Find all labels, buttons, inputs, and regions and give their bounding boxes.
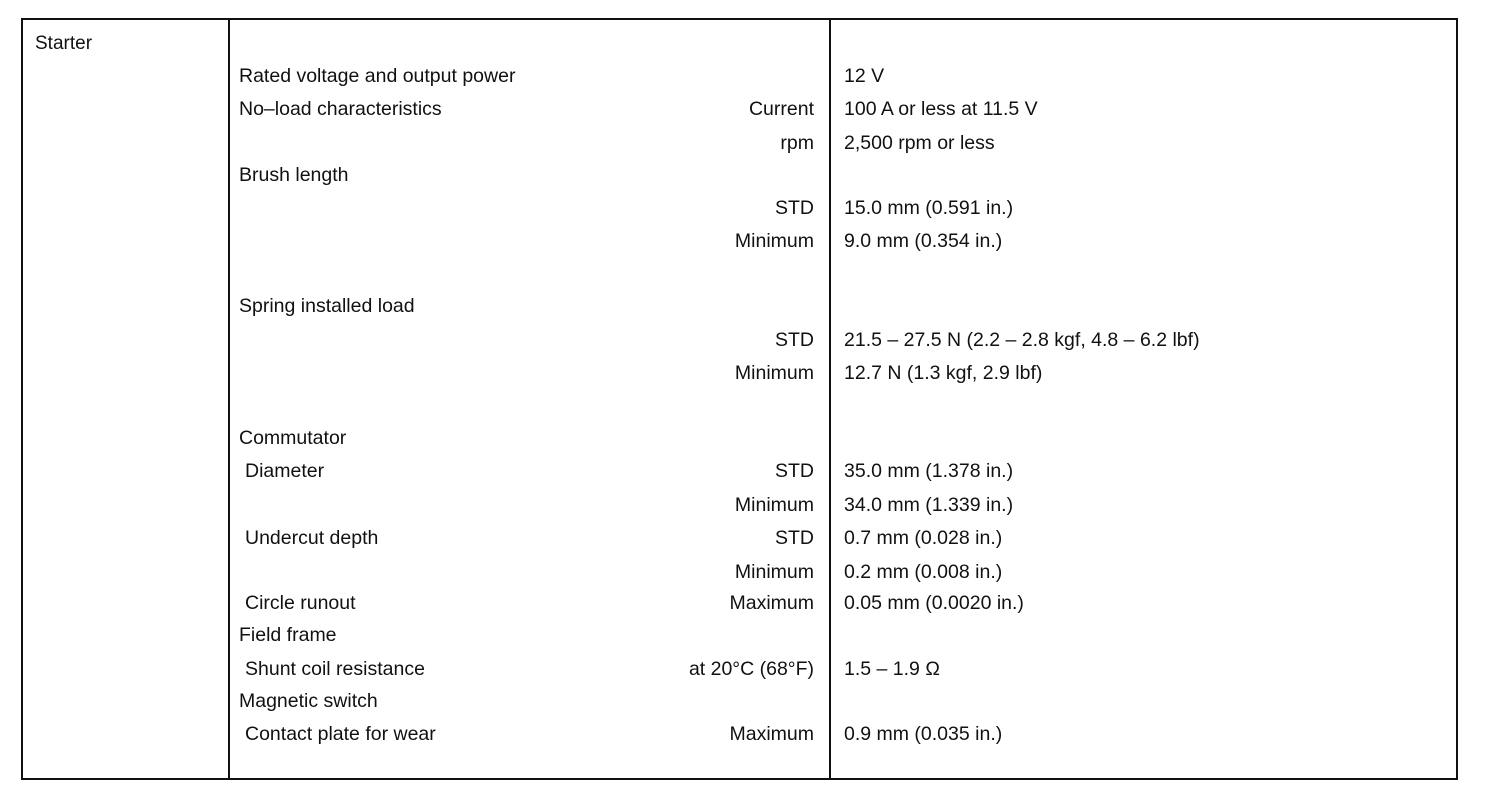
spec-row [23, 658, 1456, 682]
spec-value: 15.0 mm (0.591 in.) [844, 197, 1014, 219]
spec-condition: STD [775, 460, 814, 482]
spec-item: Undercut depth [245, 527, 379, 549]
spec-row [23, 98, 1456, 122]
spec-row [23, 723, 1456, 747]
spec-condition: STD [775, 197, 814, 219]
spec-value: 1.5 – 1.9 Ω [844, 658, 940, 680]
spec-row [23, 592, 1456, 616]
spec-value: 0.7 mm (0.028 in.) [844, 527, 1003, 549]
spec-condition: Maximum [729, 723, 814, 745]
spec-condition: at 20°C (68°F) [688, 658, 814, 680]
spec-condition: STD [775, 527, 814, 549]
spec-value: 9.0 mm (0.354 in.) [844, 230, 1003, 252]
spec-value: 21.5 – 27.5 N (2.2 – 2.8 kgf, 4.8 – 6.2 lbf) [844, 329, 1200, 351]
spec-row [23, 230, 1456, 254]
spec-item: Circle runout [245, 592, 356, 614]
spec-item: Commutator [239, 427, 347, 449]
spec-value: 12.7 N (1.3 kgf, 2.9 lbf) [844, 362, 1043, 384]
spec-row [23, 460, 1456, 484]
spec-value: 2,500 rpm or less [844, 132, 995, 154]
spec-row [23, 197, 1456, 221]
spec-condition: Maximum [729, 592, 814, 614]
spec-value: 35.0 mm (1.378 in.) [844, 460, 1014, 482]
spec-row [23, 624, 1456, 648]
spec-value: 12 V [844, 65, 885, 87]
spec-row [23, 329, 1456, 353]
spec-value: 0.9 mm (0.035 in.) [844, 723, 1003, 745]
spec-value: 0.05 mm (0.0020 in.) [844, 592, 1024, 614]
spec-item: Magnetic switch [239, 690, 378, 712]
spec-row [23, 65, 1456, 89]
spec-item: Contact plate for wear [245, 723, 436, 745]
spec-row [23, 362, 1456, 386]
spec-condition: rpm [780, 132, 814, 154]
spec-table [21, 18, 1458, 780]
spec-item: Diameter [245, 460, 325, 482]
spec-condition: Minimum [734, 362, 814, 384]
spec-item: Brush length [239, 164, 349, 186]
spec-condition: Minimum [734, 494, 814, 516]
spec-condition: STD [775, 329, 814, 351]
section-title: Starter [35, 33, 93, 54]
spec-item: Spring installed load [239, 295, 415, 317]
spec-row [23, 164, 1456, 188]
spec-value: 100 A or less at 11.5 V [844, 98, 1038, 120]
spec-condition: Current [748, 98, 814, 120]
spec-item: No–load characteristics [239, 98, 442, 120]
spec-row [23, 494, 1456, 518]
spec-value: 34.0 mm (1.339 in.) [844, 494, 1014, 516]
spec-item: Rated voltage and output power [239, 65, 516, 87]
spec-item: Field frame [239, 624, 337, 646]
spec-condition: Minimum [734, 561, 814, 583]
spec-row [23, 427, 1456, 451]
spec-row [23, 295, 1456, 319]
spec-row [23, 527, 1456, 551]
spec-row [23, 561, 1456, 585]
spec-row [23, 690, 1456, 714]
spec-value: 0.2 mm (0.008 in.) [844, 561, 1003, 583]
spec-condition: Minimum [734, 230, 814, 252]
spec-row [23, 132, 1456, 156]
spec-item: Shunt coil resistance [245, 658, 425, 680]
